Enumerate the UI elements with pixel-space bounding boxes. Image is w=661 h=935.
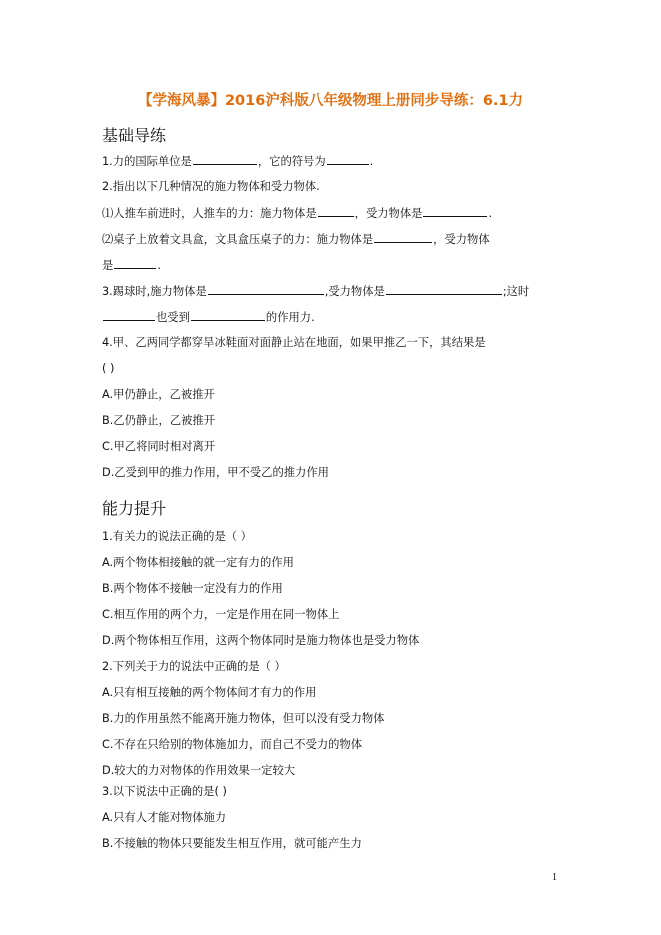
question-line: ⑴人推车前进时，人推车的力：施力物体是 ，受力物体是 .: [102, 207, 493, 220]
question-line: 也受到 的作用力.: [102, 309, 315, 325]
question-line: 是 .: [102, 259, 161, 272]
document-title: 【学海风暴】2016沪科版八年级物理上册同步导练：6.1力: [137, 93, 524, 109]
answer-blank[interactable]: [423, 205, 487, 217]
section-heading-basic: 基础导练: [102, 126, 167, 145]
option-line: A.只有人才能对物体施力: [102, 811, 227, 824]
option-line: D.较大的力对物体的作用效果一定较大: [102, 764, 296, 777]
question-line: 2.指出以下几种情况的施力物体和受力物体.: [102, 180, 320, 193]
question-line: 3.踢球时,施力物体是 ,受力物体是 ;这时: [102, 285, 530, 298]
option-line: B.乙仍静止，乙被推开: [102, 414, 216, 427]
answer-blank[interactable]: [327, 153, 369, 165]
option-line: B.不接触的物体只要能发生相互作用，就可能产生力: [102, 837, 362, 850]
answer-blank[interactable]: [318, 205, 354, 217]
option-line: B.两个物体不接触一定没有力的作用: [102, 582, 283, 595]
option-line: C.不存在只给别的物体施加力，而自己不受力的物体: [102, 738, 363, 751]
option-line: C.甲乙将同时相对离开: [102, 440, 216, 453]
answer-blank[interactable]: [386, 283, 502, 295]
page-number: 1: [552, 872, 557, 883]
option-line: D.乙受到甲的推力作用，甲不受乙的推力作用: [102, 466, 329, 479]
question-line: ( ): [102, 362, 115, 375]
question-line: ⑵桌子上放着文具盒，文具盒压桌子的力：施力物体是 ，受力物体: [102, 233, 490, 246]
answer-blank[interactable]: [191, 309, 265, 321]
section-heading-advanced: 能力提升: [102, 499, 167, 518]
answer-blank[interactable]: [193, 153, 257, 165]
question-line: 1.有关力的说法正确的是（ ）: [102, 530, 252, 543]
question-line: 1.力的国际单位是 ，它的符号为 .: [102, 155, 374, 168]
option-line: A.只有相互接触的两个物体间才有力的作用: [102, 686, 317, 699]
option-line: D.两个物体相互作用，这两个物体同时是施力物体也是受力物体: [102, 634, 420, 647]
option-line: A.甲仍静止，乙被推开: [102, 388, 215, 401]
answer-blank[interactable]: [114, 257, 156, 269]
answer-blank[interactable]: [208, 283, 324, 295]
question-line: 4.甲、乙两同学都穿旱冰鞋面对面静止站在地面，如果甲推乙一下，其结果是: [102, 336, 486, 349]
option-line: B.力的作用虽然不能离开施力物体，但可以没有受力物体: [102, 712, 385, 725]
option-line: A.两个物体相接触的就一定有力的作用: [102, 556, 294, 569]
option-line: C.相互作用的两个力，一定是作用在同一物体上: [102, 608, 340, 621]
answer-blank[interactable]: [374, 231, 432, 243]
question-line: 3.以下说法中正确的是( ): [102, 785, 227, 798]
answer-blank[interactable]: [103, 309, 155, 321]
question-line: 2.下列关于力的说法中正确的是（ ）: [102, 660, 286, 673]
